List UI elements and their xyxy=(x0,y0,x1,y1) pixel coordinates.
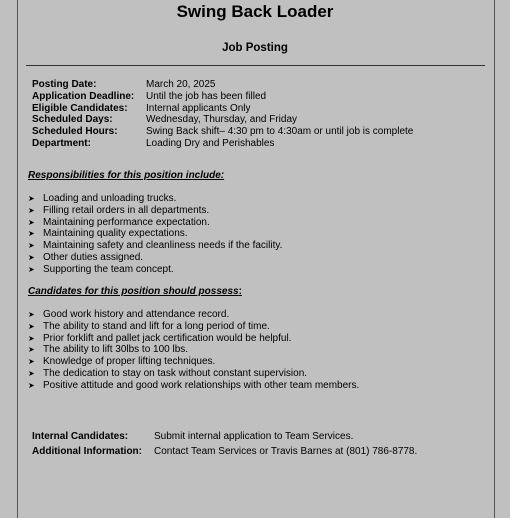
list-item: ➤ Supporting the team concept. xyxy=(28,263,174,275)
arrow-bullet-icon: ➤ xyxy=(28,252,35,262)
info-label: Posting Date: xyxy=(32,79,97,90)
document-title: Swing Back Loader xyxy=(176,2,334,21)
arrow-bullet-icon: ➤ xyxy=(28,310,35,319)
list-item: ➤ Other duties assigned. xyxy=(28,251,144,263)
info-value: Until the job has been filled xyxy=(146,90,267,102)
arrow-bullet-icon: ➤ xyxy=(28,217,35,227)
info-label: Department: xyxy=(32,137,91,149)
arrow-bullet-icon: ➤ xyxy=(28,333,35,343)
arrow-bullet-icon: ➤ xyxy=(28,357,35,367)
list-item: ➤ The ability to stand and lift for a long period of time. xyxy=(28,320,270,332)
info-label: Scheduled Hours: xyxy=(32,126,118,138)
list-item: ➤ Maintaining quality expectations. xyxy=(28,228,188,240)
arrow-bullet-icon: ➤ xyxy=(28,241,35,251)
divider xyxy=(26,65,485,66)
contact-value: Submit internal application to Team Services. xyxy=(154,431,354,442)
info-value: Swing Back shift– 4:30 pm to 4:30am or until job is complete xyxy=(146,126,414,138)
arrow-bullet-icon: ➤ xyxy=(28,229,35,239)
info-row-days xyxy=(32,114,413,126)
list-item: ➤ Maintaining safety and cleanliness needs if the facility. xyxy=(28,240,283,252)
info-label: Eligible Candidates: xyxy=(32,102,128,114)
contact-info xyxy=(32,430,417,459)
info-label: Scheduled Days: xyxy=(32,114,113,126)
arrow-bullet-icon: ➤ xyxy=(28,345,35,355)
arrow-bullet-icon: ➤ xyxy=(28,321,35,331)
contact-value: Contact Team Services or Travis Barnes at (801) 786-8778. xyxy=(154,445,418,457)
arrow-bullet-icon: ➤ xyxy=(28,194,35,203)
qualifications-list xyxy=(28,309,359,392)
list-item: ➤ Loading and unloading trucks. xyxy=(28,193,177,204)
contact-label: Internal Candidates: xyxy=(32,431,129,442)
info-row-deadline xyxy=(32,91,413,103)
list-item: ➤ Filling retail orders in all departments. xyxy=(28,204,210,216)
info-label: Application Deadline: xyxy=(32,90,135,102)
responsibilities-list xyxy=(28,193,282,276)
posting-info-table xyxy=(32,79,413,150)
qualifications-heading: Candidates for this position should possess: xyxy=(28,286,242,297)
list-item: ➤ Prior forklift and pallet jack certification would be helpful. xyxy=(28,332,292,344)
info-row-eligible xyxy=(32,103,413,115)
list-item: ➤ The dedication to stay on task without constant supervision. xyxy=(28,367,308,379)
document-subtitle: Job Posting xyxy=(222,42,288,54)
list-item: ➤ The ability to lift 30lbs to 100 lbs. xyxy=(28,344,189,356)
arrow-bullet-icon: ➤ xyxy=(28,368,35,378)
info-value: Internal applicants Only xyxy=(146,102,251,114)
list-item: ➤ Knowledge of proper lifting techniques. xyxy=(28,356,216,368)
list-item: ➤ Positive attitude and good work relationships with other team members. xyxy=(28,379,360,391)
info-row-hours xyxy=(32,126,413,138)
info-value: March 20, 2025 xyxy=(146,79,216,90)
contact-row-additional xyxy=(32,445,417,460)
list-item: ➤ Maintaining performance expectation. xyxy=(28,216,210,228)
list-item: ➤ Good work history and attendance record. xyxy=(28,309,230,320)
arrow-bullet-icon: ➤ xyxy=(28,205,35,215)
info-row-department xyxy=(32,138,413,150)
info-value: Loading Dry and Perishables xyxy=(146,137,275,149)
info-row-posting-date xyxy=(32,79,413,91)
info-value: Wednesday, Thursday, and Friday xyxy=(146,114,298,126)
responsibilities-heading: Responsibilities for this position include: xyxy=(28,170,225,181)
arrow-bullet-icon: ➤ xyxy=(28,380,35,390)
contact-label: Additional Information: xyxy=(32,445,142,457)
contact-row-internal xyxy=(32,430,417,445)
arrow-bullet-icon: ➤ xyxy=(28,264,35,274)
